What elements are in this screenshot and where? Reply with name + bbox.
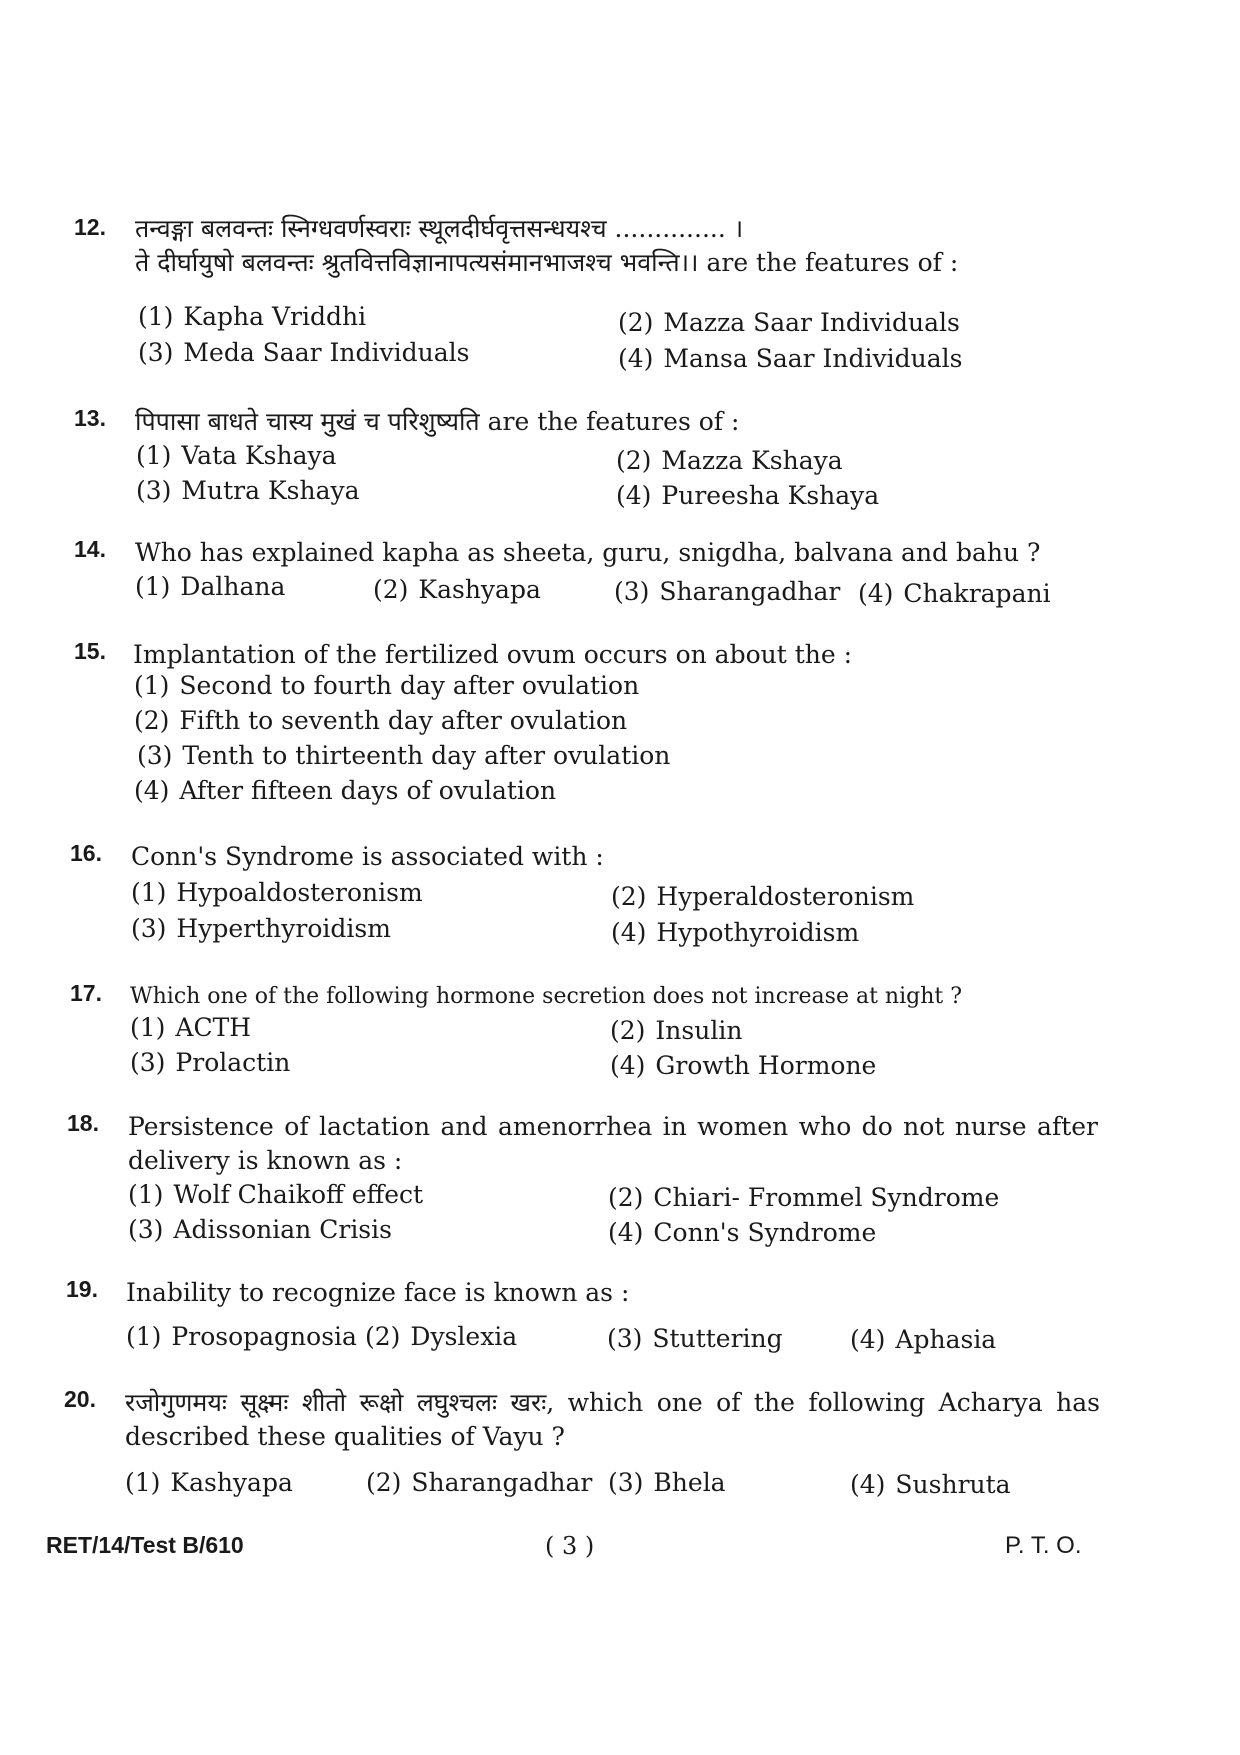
option-text: Insulin [655,1016,743,1045]
option-4 [850,1470,1011,1499]
option-1 [126,1322,357,1351]
option-2 [618,308,960,337]
question-number: 14. [74,536,106,562]
option-number: (1) [134,671,170,700]
option-text: Tenth to thirteenth day after ovulation [182,741,671,770]
option-1 [135,572,285,601]
option-text: Dalhana [180,572,286,601]
option-number: (1) [126,1322,162,1351]
option-text: Prolactin [175,1048,291,1077]
option-text: Kashyapa [170,1468,293,1497]
option-number: (1) [138,302,174,331]
option-2 [366,1468,592,1497]
option-4 [858,579,1051,608]
option-number: (2) [366,1468,402,1497]
question-stem [135,212,1105,280]
option-text: Mutra Kshaya [181,476,360,505]
option-text: Vata Kshaya [181,441,337,470]
option-2 [608,1183,999,1212]
option-number: (4) [618,344,654,373]
option-4 [616,481,879,510]
option-4 [618,344,962,373]
option-number: (3) [138,338,174,367]
option-4 [134,776,556,805]
option-2 [134,706,627,735]
option-text: Dyslexia [410,1322,518,1351]
option-number: (3) [607,1324,643,1353]
option-text: After fifteen days of ovulation [179,776,557,805]
option-1 [134,671,639,700]
option-number: (2) [365,1322,401,1351]
option-text: Hyperaldosteronism [656,882,915,911]
option-text: Growth Hormone [655,1051,877,1080]
option-text: Mazza Kshaya [661,446,843,475]
option-1 [128,1180,423,1209]
option-1 [131,878,423,907]
question-stem: Inability to recognize face is known as : [126,1278,630,1307]
option-number: (1) [136,441,172,470]
question-number: 15. [74,638,106,664]
option-4 [610,1051,876,1080]
option-text: Hyperthyroidism [176,914,391,943]
option-number: (4) [850,1325,886,1354]
option-3 [131,914,391,943]
option-2 [365,1322,517,1351]
option-4 [850,1325,996,1354]
question-stem: पिपासा बाधते चास्य मुखं च परिशुष्यति are the features of : [135,407,740,436]
option-text: Chakrapani [903,579,1051,608]
question-stem: Conn's Syndrome is associated with : [131,842,604,871]
option-3 [138,338,469,367]
option-text: Kapha Vriddhi [183,302,367,331]
question-stem: Which one of the following hormone secretion does not increase at night ? [130,984,963,1009]
option-text: Kashyapa [418,575,541,604]
option-number: (4) [858,579,894,608]
option-1 [130,1013,251,1042]
option-text: Mazza Saar Individuals [663,308,960,337]
option-1 [125,1468,293,1497]
option-number: (4) [134,776,170,805]
option-number: (3) [131,914,167,943]
question-number: 18. [67,1110,99,1136]
option-number: (3) [137,741,173,770]
option-text: Chiari- Frommel Syndrome [653,1183,1000,1212]
paper-code: RET/14/Test B/610 [46,1532,244,1558]
option-number: (2) [611,882,647,911]
option-3 [130,1048,290,1077]
question-stem: Implantation of the fertilized ovum occurs on about the : [133,640,853,669]
option-2 [610,1016,742,1045]
option-text: Stuttering [652,1324,783,1353]
option-number: (4) [616,481,652,510]
question-stem: Who has explained kapha as sheeta, guru, snigdha, balvana and bahu ? [135,538,1041,567]
option-number: (1) [125,1468,161,1497]
option-3 [137,741,670,770]
option-number: (1) [135,572,171,601]
option-3 [608,1468,726,1497]
option-number: (2) [134,706,170,735]
option-3 [128,1215,392,1244]
question-stem: रजोगुणमयः सूक्ष्मः शीतो रूक्षो लघुश्चलः खरः, which one of the following Acharya has described these qualities of Vayu ? [125,1388,1100,1451]
option-number: (4) [608,1218,644,1247]
option-1 [138,302,366,331]
option-text: Second to fourth day after ovulation [179,671,640,700]
question-stem: Persistence of lactation and amenorrhea in women who do not nurse after delivery is known as : [128,1112,1098,1175]
question-number: 16. [70,840,102,866]
option-number: (3) [608,1468,644,1497]
option-2 [616,446,843,475]
option-4 [608,1218,876,1247]
option-text: Hypothyroidism [656,918,860,947]
option-2 [611,882,914,911]
option-3 [614,577,840,606]
page-number: ( 3 ) [545,1532,595,1560]
stem-line-2: ते दीर्घायुषो बलवन्तः श्रुतवित्तविज्ञानापत्यसंमानभाजश्च भवन्ति।। are the features of : [135,248,959,277]
option-number: (2) [616,446,652,475]
option-text: Aphasia [895,1325,997,1354]
option-text: Wolf Chaikoff effect [173,1180,424,1209]
option-number: (1) [128,1180,164,1209]
question-number: 13. [74,405,106,431]
option-text: Pureesha Kshaya [661,481,880,510]
question-number: 19. [66,1276,98,1302]
option-number: (2) [373,575,409,604]
option-3 [136,476,360,505]
option-number: (3) [128,1215,164,1244]
option-number: (2) [610,1016,646,1045]
option-number: (3) [130,1048,166,1077]
option-number: (1) [131,878,167,907]
question-number: 17. [70,980,102,1006]
option-text: Adissonian Crisis [173,1215,392,1244]
option-number: (4) [610,1051,646,1080]
option-1 [136,441,337,470]
stem-line-1: तन्वङ्गा बलवन्तः स्निग्धवर्णस्वराः स्थूलदीर्घवृत्तसन्धयश्च .............. । [135,214,744,243]
option-2 [373,575,541,604]
pto-label: P. T. O. [1005,1532,1082,1559]
option-text: Sushruta [895,1470,1011,1499]
option-text: Mansa Saar Individuals [663,344,963,373]
option-number: (3) [614,577,650,606]
option-text: Sharangadhar [659,577,841,606]
option-text: Hypoaldosteronism [176,878,423,907]
option-text: Meda Saar Individuals [183,338,470,367]
option-number: (1) [130,1013,166,1042]
option-text: Conn's Syndrome [653,1218,877,1247]
option-text: Prosopagnosia [171,1322,357,1351]
option-number: (2) [608,1183,644,1212]
option-text: Sharangadhar [411,1468,593,1497]
option-text: Fifth to seventh day after ovulation [179,706,628,735]
option-text: ACTH [175,1013,252,1042]
option-number: (4) [611,918,647,947]
option-number: (4) [850,1470,886,1499]
option-text: Bhela [653,1468,726,1497]
question-number: 12. [74,214,106,240]
option-3 [607,1324,783,1353]
question-number: 20. [64,1386,96,1412]
option-number: (2) [618,308,654,337]
option-4 [611,918,859,947]
option-number: (3) [136,476,172,505]
